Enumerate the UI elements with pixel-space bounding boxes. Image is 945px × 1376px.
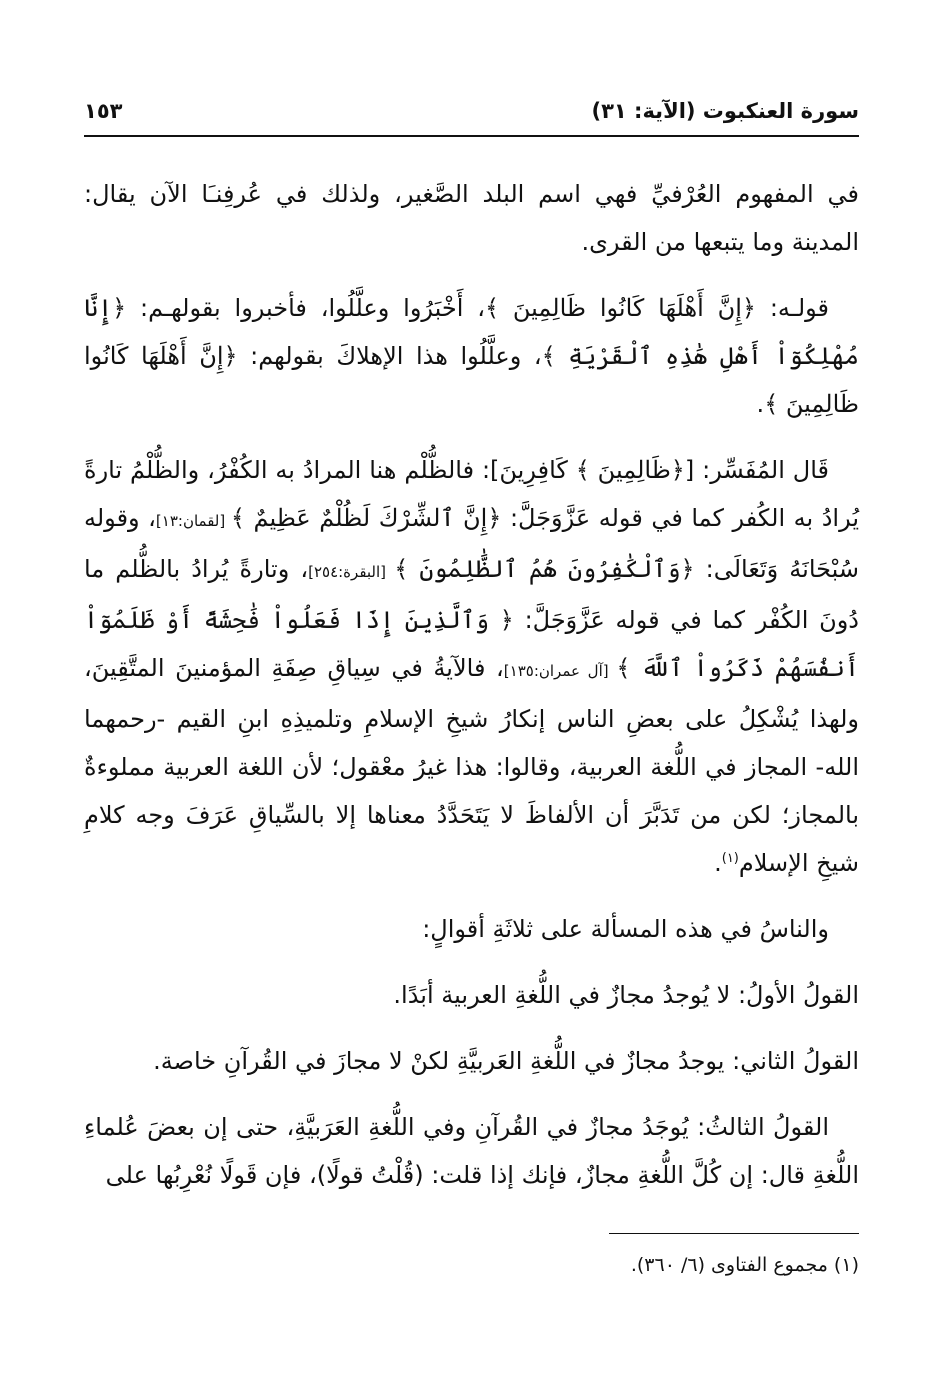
text-run: ، وعلَّلُوا هذا الإهلاكَ بقولهم: <box>237 342 542 370</box>
verse-reference: [آل عمران:١٣٥] <box>503 662 617 680</box>
paragraph <box>84 905 859 953</box>
text-run: القولُ الأولُ: لا يُوجدُ مجازٌ في اللُّغةِ العربية أبَدًا. <box>393 981 859 1009</box>
header-divider <box>84 135 859 137</box>
text-run: . <box>756 390 765 418</box>
text-run: ، وقوله سُبْحَانَهُ وَتَعَالَى: <box>84 504 859 583</box>
paragraph <box>84 1037 859 1085</box>
paragraph <box>84 170 859 266</box>
text-run: ، وتارةً يُرادُ بالظُّلم ما دُونَ الكُفْر كما في قوله عَزَّوَجَلَّ: <box>84 555 859 634</box>
running-title: سورة العنكبوت (الآية: ٣١) <box>591 99 859 123</box>
text-run: القولُ الثاني: يوجدُ مجازٌ في اللُّغةِ العَربيَّةِ لكنْ لا مجازَ في القُرآنِ خاصة. <box>153 1047 859 1075</box>
footnote-divider <box>609 1233 859 1234</box>
paragraph <box>84 284 859 428</box>
quran-verse: ﴿إِنَّ أَهْلَهَا كَانُوا ظَالِمِينَ ﴾ <box>485 294 756 322</box>
page-header <box>84 94 859 128</box>
quran-verse: ﴿إِنَّ أَهْلَهَا كَانُوا ظَالِمِينَ ﴾ <box>84 342 859 418</box>
footnote-marker: (١) <box>721 851 739 866</box>
text-run: كَافِرِينَ]: فالظُّلْم هنا المرادُ به الكُفْرُ، والظُّلْمُ تارةً يُرادُ به الكُفر كما في قوله عَزَّوَجَلَّ: <box>84 456 859 532</box>
verse-reference: [لقمان:١٣] <box>155 512 231 530</box>
quran-verse: ﴿إِنَّا مُهْلِكُوٓاْ أَهْلِ هَٰذِهِ ٱلْقَرْيَةِ ﴾ <box>84 294 859 370</box>
text-run: ، فالآيةُ في سِياقِ صِفَةِ المؤمنينَ المتَّقِينَ، ولهذا يُشْكِلُ على بعضِ الناس إنكارُ شيخِ الإسلامِ وتلميذِهِ ابنِ القيم -رحمهما الله- المجاز في اللُّغة العربية، وقالوا: هذا غيرُ معْقول؛ لأن اللغة العربية مملوءةٌ بالمجاز؛ لكن من تَدَبَّرَ أن الألفاظَ لا يَتَحَدَّدُ معناها إلا بالسِّياقِ عَرَفَ وجه كلامِ شيخِ الإسلام <box>84 654 859 877</box>
text-run: ، أَخْبَرُوا وعلَّلُوا، فأخبروا بقولهـم: <box>126 294 485 322</box>
text-run: . <box>714 849 722 877</box>
text-run: القولُ الثالثُ: يُوجَدُ مجازٌ في القُرآنِ وفي اللُّغةِ العَرَبيَّةِ، حتى إن بعضَ عُلماءِ اللُّغةِ قال: إن كُلَّ اللُّغةِ مجازٌ، فإنك إذا قلت: (قُلْتُ قولًا)، فإن قَولًا نُعْرِبُها على <box>84 1113 859 1189</box>
text-run: قولـه: <box>756 294 829 322</box>
quran-verse: ﴿ وَٱلَّذِينَ إِذَا فَعَلُواْ فَٰحِشَةً أَوْ ظَلَمُوٓاْ أَنفُسَهُمْ ذَكَرُواْ ٱللَّهَ ﴾ <box>84 606 860 682</box>
paragraph <box>84 446 859 887</box>
quran-verse: ﴿وَٱلْكَٰفِرُونَ هُمُ ٱلظَّٰلِمُونَ ﴾ <box>394 555 695 583</box>
paragraph <box>84 971 859 1019</box>
paragraph <box>84 1103 859 1199</box>
quran-verse: ﴿إِنَّ ٱلشِّرْكَ لَظُلْمٌ عَظِيمٌ ﴾ <box>230 504 502 532</box>
quran-verse: ﴿ظَالِمِينَ ﴾ <box>575 456 685 484</box>
verse-reference: [البقرة:٢٥٤] <box>308 563 395 581</box>
text-run: في المفهوم العُرْفيِّ فهي اسم البلد الصَّغير، ولذلك في عُرفِنـَا الآن يقال: المدينة وما يتبعها من القرى. <box>84 180 859 256</box>
footnote: (١) مجموع الفتاوى (٦/ ٣٦٠). <box>630 1254 859 1276</box>
text-run: قَال المُفَسِّر: [ <box>684 456 830 484</box>
text-run: والناسُ في هذه المسألة على ثلاثَةِ أقوالٍ: <box>422 915 829 943</box>
page-number: ١٥٣ <box>84 99 123 123</box>
main-text <box>84 170 859 1217</box>
